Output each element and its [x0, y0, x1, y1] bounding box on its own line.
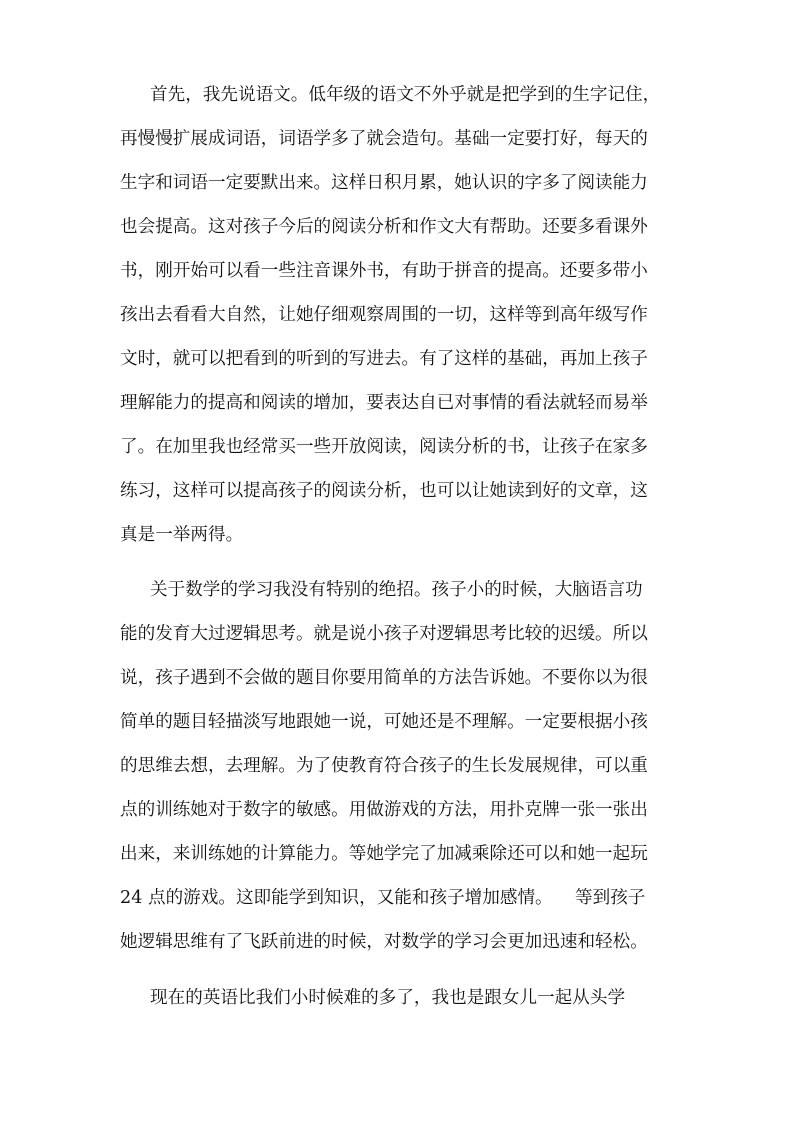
text-line: 说，孩子遇到不会做的题目你要用简单的方法告诉她。不要你以为很: [120, 668, 648, 688]
text-line: 理解能力的提高和阅读的增加，要表达自已对事情的看法就轻而易举: [120, 393, 648, 413]
text-line: 再慢慢扩展成词语，词语学多了就会造句。基础一定要打好，每天的: [120, 129, 648, 149]
text-line: 生字和词语一定要默出来。这样日积月累，她认识的字多了阅读能力: [120, 173, 648, 193]
text-line: 的思维去想，去理解。为了使教育符合孩子的生长发展规律，可以重: [120, 756, 648, 776]
text-line: 书，刚开始可以看一些注音课外书，有助于拼音的提高。还要多带小: [120, 261, 648, 281]
text-line: 了。在加里我也经常买一些开放阅读，阅读分析的书，让孩子在家多: [120, 437, 648, 457]
text-line: 也会提高。这对孩子今后的阅读分析和作文大有帮助。还要多看课外: [120, 217, 648, 237]
text-line: 简单的题目轻描淡写地跟她一说，可她还是不理解。一定要根据小孩: [120, 712, 648, 732]
text-line: 点的训练她对于数字的敏感。用做游戏的方法，用扑克牌一张一张出: [120, 800, 648, 820]
text-line: 她逻辑思维有了飞跃前进的时候，对数学的学习会更加迅速和轻松。: [120, 932, 648, 952]
text-line: 关于数学的学习我没有特别的绝招。孩子小的时候，大脑语言功: [150, 580, 643, 600]
text-line: 练习，这样可以提高孩子的阅读分析，也可以让她读到好的文章，这: [120, 481, 648, 501]
text-line: 能的发育大过逻辑思考。就是说小孩子对逻辑思考比较的迟缓。所以: [120, 624, 648, 644]
text-line: 24 点的游戏。这即能学到知识，又能和孩子增加感情。 等到孩子: [120, 888, 646, 908]
text-line: 出来，来训练她的计算能力。等她学完了加减乘除还可以和她一起玩: [120, 844, 648, 864]
text-line: 孩出去看看大自然，让她仔细观察周围的一切，这样等到高年级写作: [120, 305, 648, 325]
text-line: 文时，就可以把看到的听到的写进去。有了这样的基础，再加上孩子: [120, 349, 648, 369]
text-line: 现在的英语比我们小时候难的多了，我也是跟女儿一起从头学: [150, 988, 626, 1008]
text-line: 首先，我先说语文。低年级的语文不外乎就是把学到的生字记住，: [150, 85, 661, 105]
text-line: 真是一举两得。: [120, 525, 244, 545]
